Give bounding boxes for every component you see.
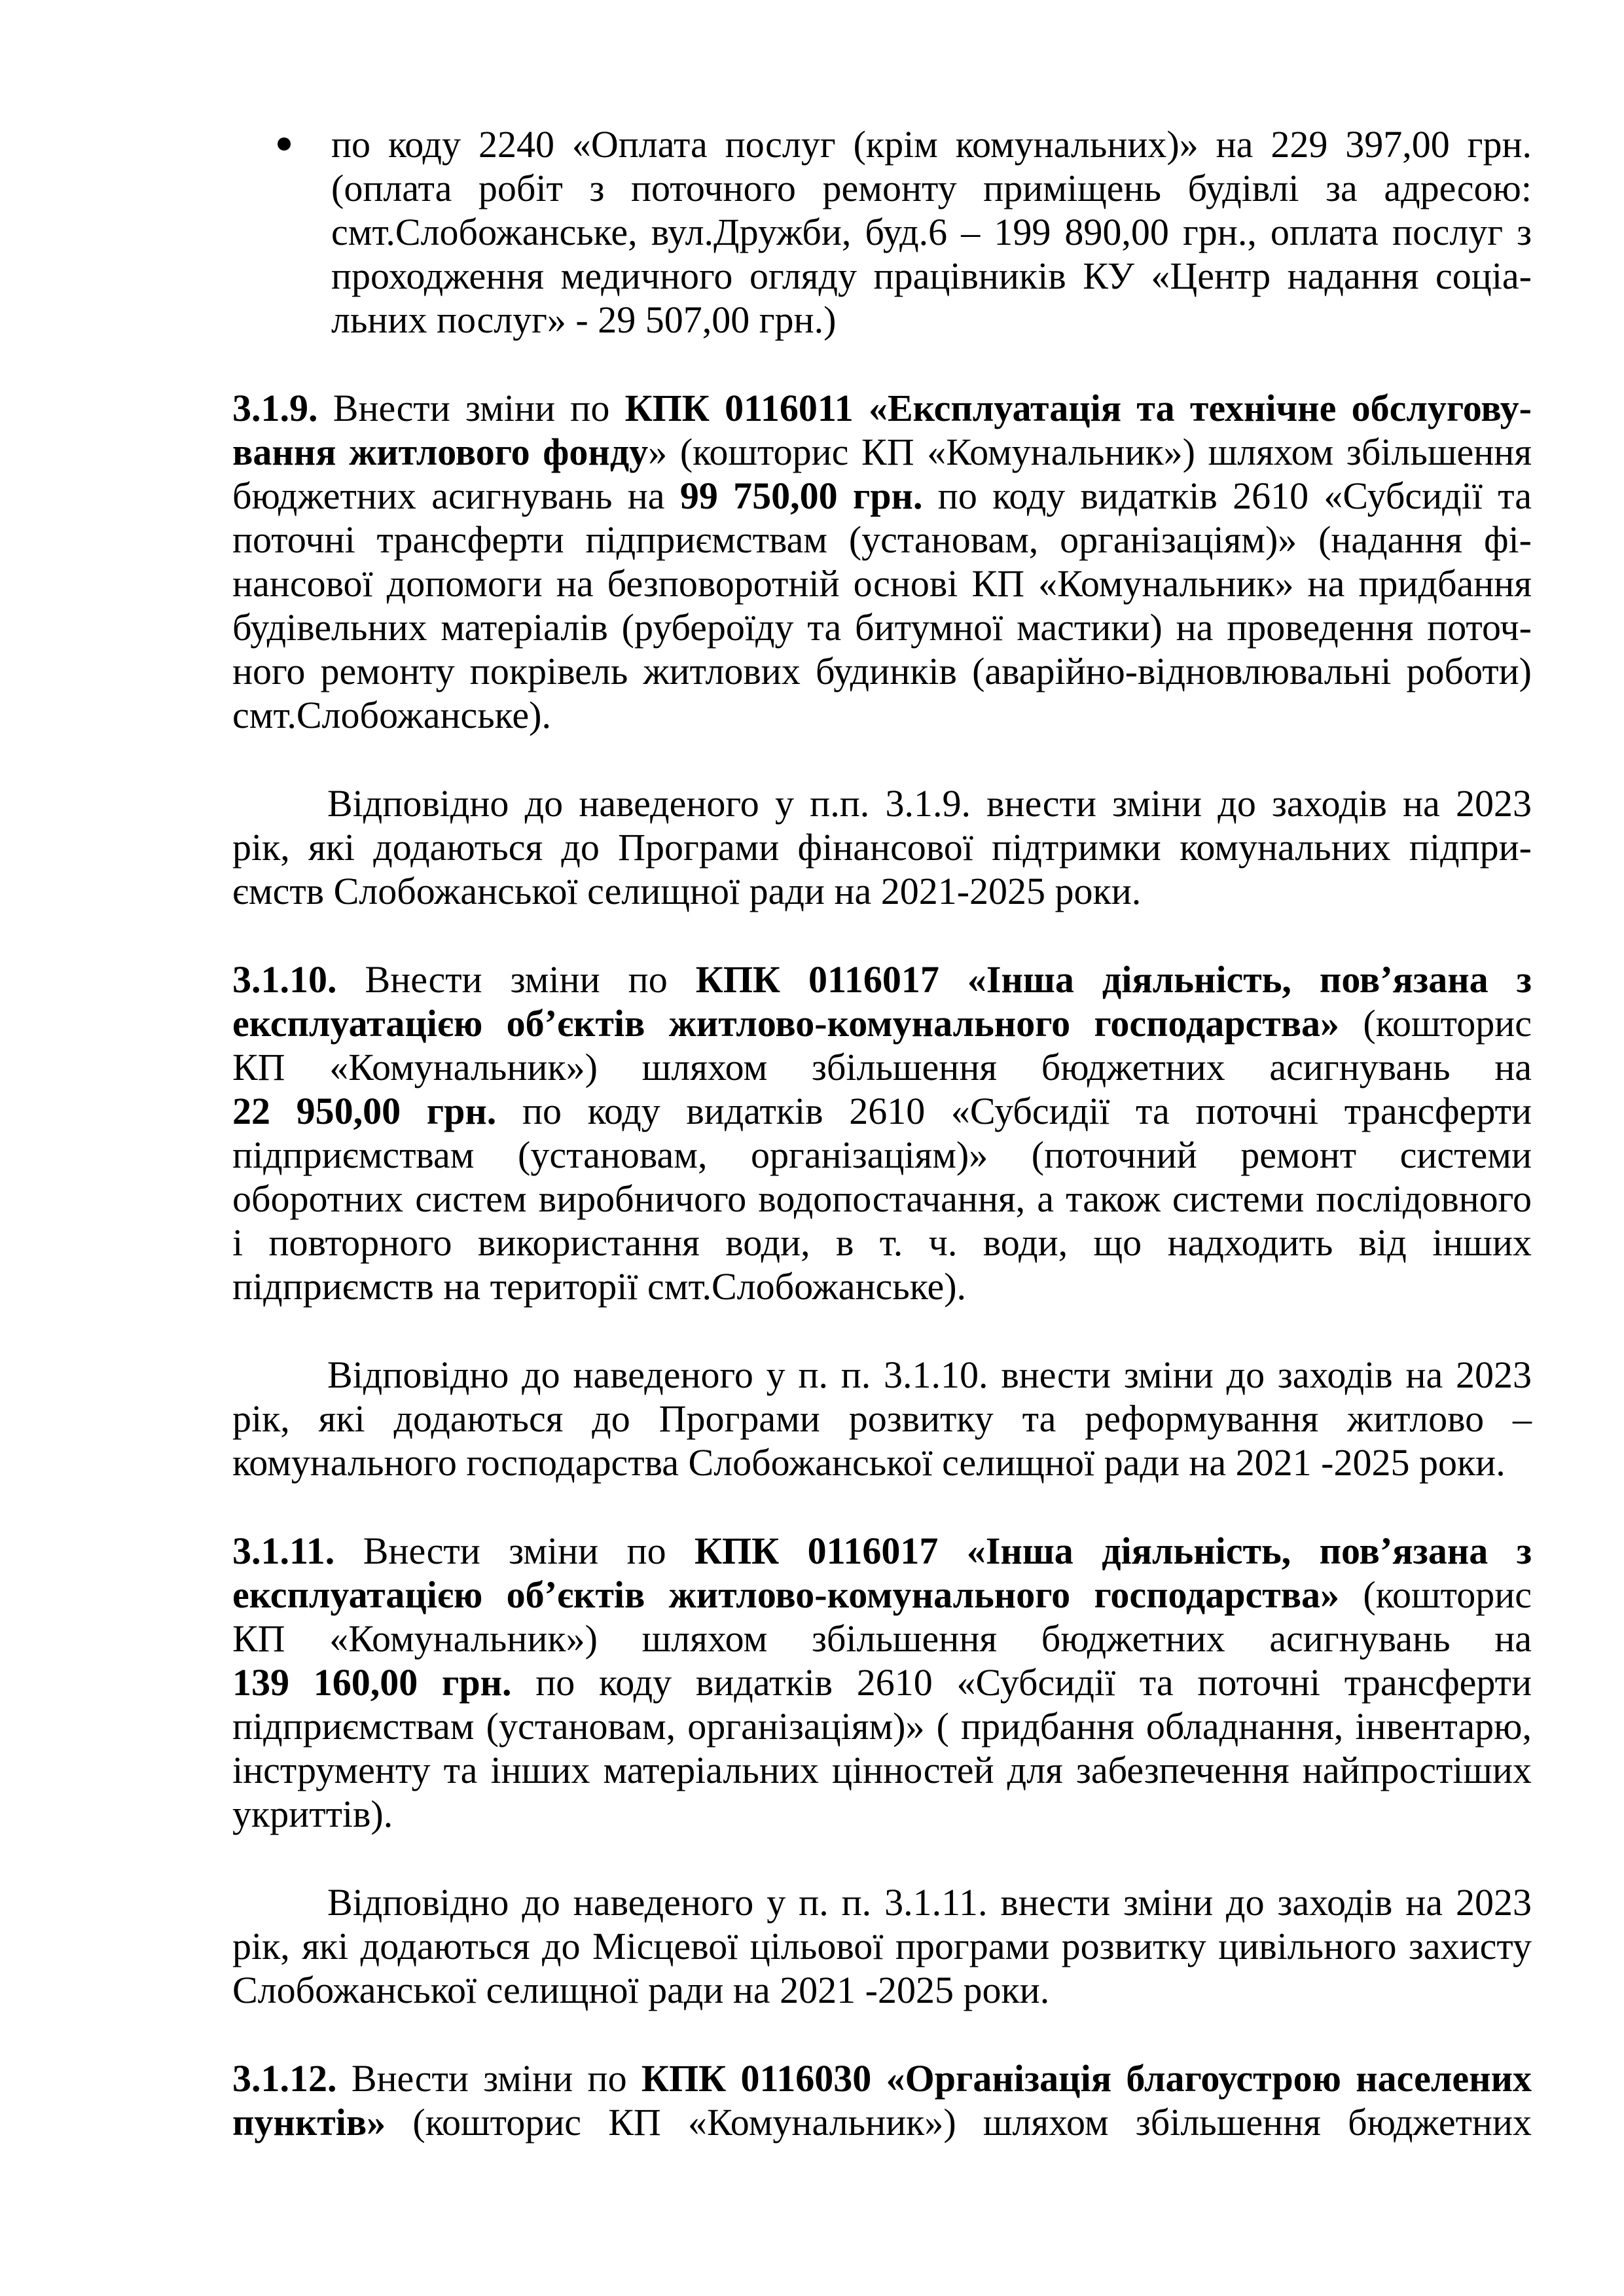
text-line	[232, 1441, 1532, 1484]
text-line	[232, 958, 1532, 1001]
bullet-icon	[278, 137, 291, 151]
bold-text: 99 750,00 грн.	[679, 475, 923, 517]
text-run: по коду видатків 2610 «Субсидії та поточні трансферти	[511, 1661, 1532, 1704]
bold-text: 3.1.9.	[232, 387, 318, 429]
text-run: (оплата робіт з поточного ремонту приміщень будівлі за адресою:	[331, 167, 1532, 209]
text-run: (кошторис	[1339, 1002, 1532, 1045]
text-line	[232, 1748, 1532, 1792]
text-line	[232, 605, 1532, 649]
text-run: Внести зміни по	[336, 2057, 641, 2100]
bold-text: експлуатацією об’єктів житлово-комунального господарства»	[232, 1573, 1340, 1616]
section-paragraph	[232, 958, 1532, 1308]
section-paragraph	[232, 386, 1532, 737]
text-line	[232, 649, 1532, 693]
text-run: бюджетних асигнувань на	[232, 475, 680, 517]
text-line	[232, 518, 1532, 562]
text-run: будівельних матеріалів (руберοїду та битумної мастики) на проведення поточ-	[232, 606, 1532, 649]
text-line	[331, 254, 1532, 298]
text-run: Слобожанської селищної ради на 2021 -2025 роки.	[232, 1969, 1050, 2011]
bold-text: пунктів»	[232, 2101, 386, 2144]
text-line	[232, 474, 1532, 518]
bold-text: вання житлового фонду	[232, 431, 649, 473]
text-line	[232, 1529, 1532, 1573]
program-note-paragraph	[232, 1880, 1532, 2012]
bold-text: 3.1.10.	[232, 958, 337, 1001]
text-line	[232, 1573, 1532, 1617]
text-line	[232, 1177, 1532, 1221]
text-run: рік, які додаються до Місцевої цільової програми розвитку цивільного захисту	[232, 1925, 1532, 1967]
text-run: по коду 2240 «Оплата послуг (крім комунальних)» на 229 397,00 грн.	[331, 123, 1532, 166]
text-run: ного ремонту покрівель житлових будинків (аварійно-відновлювальні роботи)	[232, 650, 1532, 692]
text-run: КП «Комунальник») шляхом збільшення бюджетних асигнувань на	[232, 1617, 1532, 1660]
text-line	[232, 1968, 1532, 2012]
text-run: нансової допомоги на безповоротній основі КП «Комунальник» на придбання	[232, 562, 1532, 605]
text-run: інструменту та інших матеріальних цінностей для забезпечення найпростіших	[232, 1749, 1532, 1791]
text-line	[232, 1792, 1532, 1836]
text-line	[331, 210, 1532, 254]
text-run: Відповідно до наведеного у п.п. 3.1.9. внести зміни до заходів на 2023	[327, 782, 1532, 825]
text-line	[232, 781, 1532, 825]
program-note-paragraph	[232, 1353, 1532, 1484]
text-run: і повторного використання води, в т. ч. води, що надходить від інших	[232, 1221, 1532, 1264]
text-line	[232, 1265, 1532, 1308]
text-line	[232, 869, 1532, 913]
text-run: Внести зміни по	[334, 1530, 695, 1572]
text-run: підприємств на території смт.Слобожанське).	[232, 1265, 967, 1308]
section-paragraph	[232, 2056, 1532, 2144]
text-run: оборотних систем виробничого водопостачання, а також системи послідовного	[232, 1177, 1532, 1220]
bold-text: 139 160,00 грн.	[232, 1661, 512, 1704]
text-run: по коду видатків 2610 «Субсидії та	[922, 475, 1532, 517]
text-run: поточні трансферти підприємствам (установам, організаціям)» (надання фі-	[232, 518, 1532, 561]
text-line	[232, 562, 1532, 605]
text-run: рік, які додаються до Програми розвитку та реформування житлово –	[232, 1397, 1532, 1440]
text-run: Відповідно до наведеного у п. п. 3.1.11. внести зміни до заходів на 2023	[327, 1881, 1532, 1924]
text-line	[232, 1660, 1532, 1704]
text-line	[232, 1880, 1532, 1924]
text-line	[232, 1001, 1532, 1045]
text-run: Внести зміни по	[336, 958, 696, 1001]
text-line	[331, 298, 1532, 342]
text-line	[232, 1133, 1532, 1177]
text-line	[232, 1704, 1532, 1748]
text-run: (кошторис КП «Комунальник») шляхом збільшення бюджетних	[386, 2101, 1532, 2144]
text-run: Відповідно до наведеного у п. п. 3.1.10. внести зміни до заходів на 2023	[327, 1354, 1532, 1396]
text-line	[331, 166, 1532, 210]
bold-text: 22 950,00 грн.	[232, 1090, 497, 1132]
text-run: комунального господарства Слобожанської селищної ради на 2021 -2025 роки.	[232, 1441, 1506, 1484]
bold-text: 3.1.12.	[232, 2057, 337, 2100]
text-run: смт.Слобожанське).	[232, 694, 551, 736]
text-line	[232, 2056, 1532, 2100]
bold-text: експлуатацією об’єктів житлово-комунального господарства»	[232, 1002, 1340, 1045]
text-line	[232, 2100, 1532, 2144]
text-line	[232, 1045, 1532, 1089]
text-line	[232, 1617, 1532, 1660]
text-line	[232, 693, 1532, 737]
text-line	[232, 1924, 1532, 1968]
text-line	[232, 1089, 1532, 1133]
section-paragraph	[232, 1529, 1532, 1836]
text-run: Внести зміни по	[317, 387, 625, 429]
bold-text: КПК 0116030 «Організація благоустрою населених	[641, 2057, 1532, 2100]
text-run: підприємствам (установам, організаціям)» (поточний ремонт системи	[232, 1134, 1532, 1176]
text-line	[331, 122, 1532, 166]
text-run: » (кошторис КП «Комунальник») шляхом збільшення	[648, 431, 1532, 473]
text-run: укриттів).	[232, 1793, 393, 1835]
text-line	[232, 825, 1532, 869]
bold-text: 3.1.11.	[232, 1530, 335, 1572]
text-line	[232, 1397, 1532, 1441]
text-run: льних послуг» - 29 507,00 грн.)	[331, 298, 837, 341]
bullet-list-item	[331, 122, 1532, 342]
text-run: ємств Слобожанської селищної ради на 2021-2025 роки.	[232, 870, 1142, 912]
text-run: по коду видатків 2610 «Субсидії та поточні трансферти	[496, 1090, 1532, 1132]
text-run: смт.Слобожанське, вул.Дружби, буд.6 – 199 890,00 грн., оплата послуг з	[331, 211, 1532, 253]
bold-text: КПК 0116017 «Інша діяльність, пов’язана з	[695, 958, 1532, 1001]
text-run: (кошторис	[1339, 1573, 1532, 1616]
text-run: рік, які додаються до Програми фінансової підтримки комунальних підпри-	[232, 826, 1532, 869]
text-line	[232, 1353, 1532, 1397]
program-note-paragraph	[232, 781, 1532, 913]
bold-text: КПК 0116011 «Експлуатація та технічне обслугову-	[624, 387, 1532, 429]
text-line	[232, 1221, 1532, 1265]
text-run: КП «Комунальник») шляхом збільшення бюджетних асигнувань на	[232, 1046, 1532, 1088]
text-line	[232, 386, 1532, 430]
text-line	[232, 430, 1532, 474]
text-run: проходження медичного огляду працівників КУ «Центр надання соціа-	[331, 255, 1532, 297]
bold-text: КПК 0116017 «Інша діяльність, пов’язана з	[695, 1530, 1532, 1572]
text-run: підприємствам (установам, організаціям)» ( придбання обладнання, інвентарю,	[232, 1705, 1532, 1748]
